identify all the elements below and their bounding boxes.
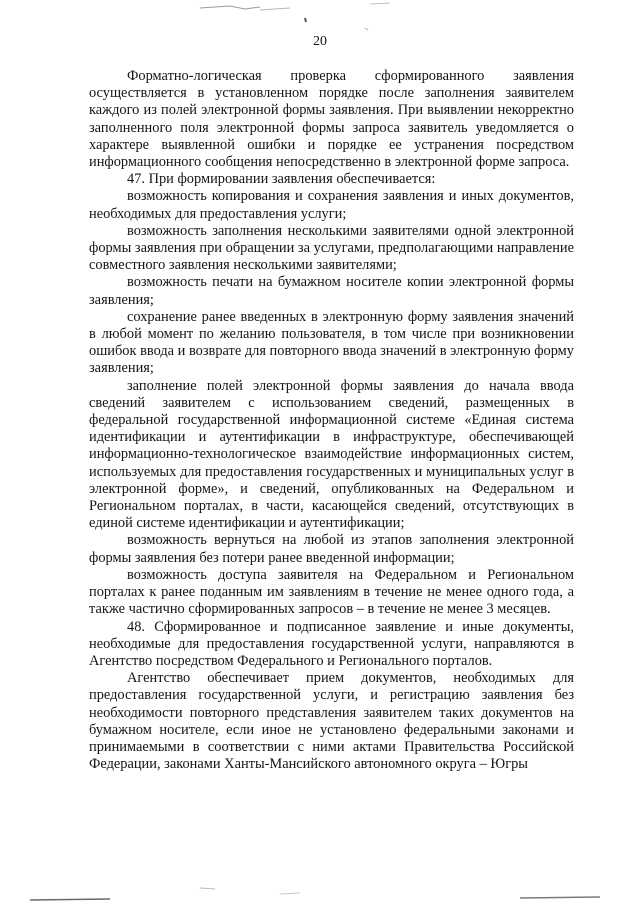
paragraph: 48. Сформированное и подписанное заявление и иные документы, необходимые для предоставления государственной услуги, направляются в Агентство посредством Федерального и Регионального порталов. <box>89 618 574 669</box>
paragraph: заполнение полей электронной формы заявления до начала ввода сведений заявителем с использованием сведений, размещенных в федеральной государственной информационной системе «Единая система идентификации и аутентификации в инфраструктуре, обеспечивающей информационно-технологическое взаимодействие информационных систем, используемых для предоставления государственных и муниципальных услуг в электронной форме», и сведений, опубликованных на Федеральном и Региональном порталах, в части, касающейся сведений, отсутствующих в единой системе идентификации и аутентификации; <box>89 377 574 532</box>
document-body <box>89 68 574 773</box>
paragraph: возможность печати на бумажном носителе копии электронной формы заявления; <box>89 274 574 308</box>
paragraph: Агентство обеспечивает прием документов, необходимых для предоставления государственной услуги, и регистрацию заявления без необходимости повторного представления заявителем таких документов на бумажном носителе, если иное не установлено федеральными законами и принимаемыми в соответствии с ними актами Правительства Российской Федерации, законами Ханты-Мансийского автономного округа – Югры <box>89 670 574 773</box>
paragraph: сохранение ранее введенных в электронную форму заявления значений в любой момент по желанию пользователя, в том числе при возникновении ошибок ввода и возврате для повторного ввода значений в электронную форму заявления; <box>89 308 574 377</box>
paragraph: возможность заполнения несколькими заявителями одной электронной формы заявления при обращении за услугами, предполагающими направление совместного заявления несколькими заявителями; <box>89 222 574 274</box>
paragraph: возможность вернуться на любой из этапов заполнения электронной формы заявления без потери ранее введенной информации; <box>89 532 574 566</box>
paragraph: 47. При формировании заявления обеспечивается: <box>127 171 436 188</box>
paragraph: возможность копирования и сохранения заявления и иных документов, необходимых для предоставления услуги; <box>89 188 574 222</box>
paragraph: Форматно-логическая проверка сформированного заявления осуществляется в установленном порядке после заполнения заявителем каждого из полей электронной формы заявления. При выявлении некорректно заполненного поля электронной формы запроса заявитель уведомляется о характере выявленной ошибки и порядке ее устранения посредством информационного сообщения непосредственно в электронной форме запроса. <box>89 68 574 171</box>
scan-artifact-bottom <box>0 880 640 905</box>
paragraph: возможность доступа заявителя на Федеральном и Региональном порталах к ранее поданным им заявлениям в течение не менее одного года, а также частично сформированных запросов – в течение не менее 3 месяцев. <box>89 566 574 618</box>
page-number: 20 <box>313 34 327 49</box>
